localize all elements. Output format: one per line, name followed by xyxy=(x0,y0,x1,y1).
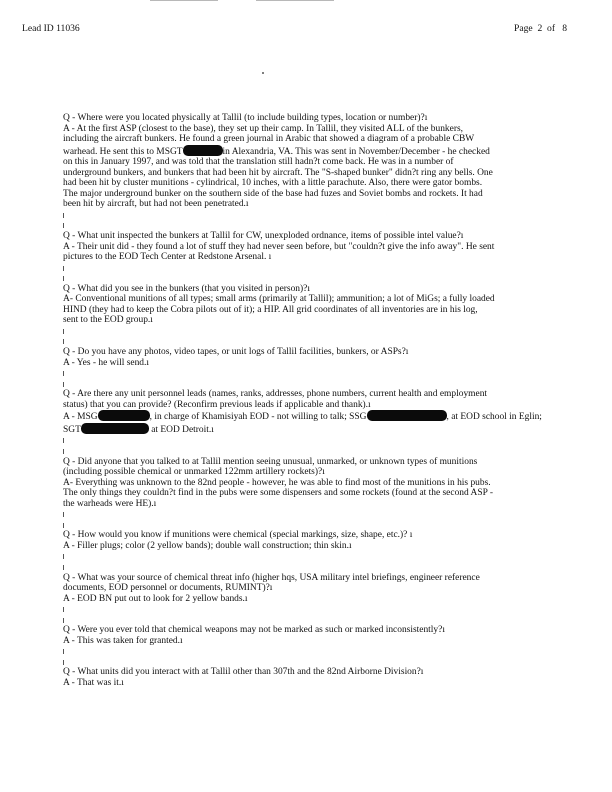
paragraph-mark xyxy=(63,604,598,615)
answer-1-line-4: on this in January 1997, and was told that the translation still hadn?t come back. He was in a number of xyxy=(63,157,454,168)
interview-body xyxy=(63,113,598,689)
scan-speck xyxy=(262,72,264,74)
redaction-block xyxy=(98,410,150,421)
paragraph-mark xyxy=(63,368,598,379)
answer-5-line-2 xyxy=(63,423,598,436)
paragraph-mark xyxy=(63,379,598,390)
answer-4-line-1: A - Yes - he will send.ı xyxy=(63,357,149,368)
answer-10-line-1: A - That was it.ı xyxy=(63,677,124,688)
question-3: Q - What did you see in the bunkers (that you visited in person)?ı xyxy=(63,283,310,294)
answer-7-line-1: A - Filler plugs; color (2 yellow bands); double wall construction; thin skin.ı xyxy=(63,540,352,551)
question-5-line-2: status) that you can provide? (Reconfirm previous leads if applicable and thank).ı xyxy=(63,399,371,410)
redaction-block xyxy=(81,423,149,434)
paragraph-mark xyxy=(63,336,598,347)
answer-1-line-2 xyxy=(63,134,598,145)
answer-5-text-d: SGT xyxy=(63,424,81,435)
paragraph-mark xyxy=(63,509,598,520)
paragraph-mark xyxy=(63,220,598,231)
answer-1-text: including the aircraft bunkers. He found a green journal in Arabic that showed a diagram of a probable CBW xyxy=(63,134,475,145)
answer-6-line-1: A- Everything was unknown to the 82nd people - however, he was able to find most of the munitions in his pubs. xyxy=(63,477,491,488)
paragraph-mark xyxy=(63,657,598,668)
answer-5-text-b: , in charge of Khamisiyah EOD - not willing to talk; SSG xyxy=(149,412,367,423)
answer-3-line-3: sent to the EOD group.ı xyxy=(63,315,153,326)
question-5-line-1: Q - Are there any unit personnel leads (names, ranks, addresses, phone numbers, current health and employment xyxy=(63,389,488,400)
redaction-block xyxy=(367,410,447,421)
page-number: Page 2 of 8 xyxy=(514,23,568,34)
answer-8-line-1: A - EOD BN put out to look for 2 yellow bands.ı xyxy=(63,593,248,604)
paragraph-mark xyxy=(63,615,598,626)
answer-5-line-1 xyxy=(63,410,598,423)
top-rule-left xyxy=(150,0,218,1)
answer-3-line-2: HIND (they had to keep the Cobra pilots out of it); a HIP. All grid coordinates of all inventories are in his log, xyxy=(63,304,478,315)
paragraph-mark xyxy=(63,326,598,337)
question-1: Q - Where were you located physically at Tallil (to include building types, location or number)?ı xyxy=(63,113,428,123)
paragraph-mark xyxy=(63,210,598,221)
question-8-line-2: documents, EOD personnel or documents, RUMINT)?ı xyxy=(63,583,273,594)
question-7: Q - How would you know if munitions were chemical (special markings, size, shape, etc.)? ı xyxy=(63,530,413,541)
answer-6-line-3: the warheads were HE).ı xyxy=(63,498,157,509)
paragraph-mark xyxy=(63,562,598,573)
redaction-block xyxy=(183,145,223,156)
top-rule-right xyxy=(256,0,334,1)
paragraph-mark xyxy=(63,435,598,446)
question-4: Q - Do you have any photos, video tapes, or unit logs of Tallil facilities, bunkers, or ASPs?ı xyxy=(63,347,409,358)
answer-1-text-a: warhead. He sent this to MSGT xyxy=(63,146,183,157)
answer-5-text-c: , at EOD school in Eglin; xyxy=(446,412,542,423)
question-6-line-1: Q - Did anyone that you talked to at Tallil mention seeing unusual, unmarked, or unknown types of munitions xyxy=(63,456,478,467)
paragraph-mark xyxy=(63,646,598,657)
answer-3-line-1: A- Conventional munitions of all types; small arms (primarily at Tallil); ammunition; a lot of MiGs; a fully loaded xyxy=(63,294,495,305)
answer-1-line-7: The major underground bunker on the southern side of the base had fuzes and Soviet bombs and rockets. It had xyxy=(63,188,483,199)
answer-1-line-1: A - At the first ASP (closest to the base), they set up their camp. In Tallil, they visited ALL of the bunkers, xyxy=(63,123,464,134)
paragraph-mark xyxy=(63,551,598,562)
lead-id: Lead ID 11036 xyxy=(22,23,80,34)
answer-1-line-3 xyxy=(63,145,598,158)
question-2: Q - What unit inspected the bunkers at Tallil for CW, unexploded ordnance, items of possible intel value?ı xyxy=(63,231,464,242)
question-9: Q - Were you ever told that chemical weapons may not be marked as such or marked inconsistently?ı xyxy=(63,625,445,636)
paragraph-mark xyxy=(63,273,598,284)
answer-1-line-8: been hit by aircraft, but had not been penetrated.ı xyxy=(63,199,249,210)
answer-2-line-1: A - Their unit did - they found a lot of stuff they had never seen before, but "couldn?t give the info away". He sent xyxy=(63,241,495,252)
answer-2-line-2: pictures to the EOD Tech Center at Redstone Arsenal. ı xyxy=(63,252,272,263)
answer-5-text-a: A - MSG xyxy=(63,412,98,423)
answer-5-text-e: at EOD Detroit.ı xyxy=(148,424,214,435)
paragraph-mark xyxy=(63,263,598,274)
paragraph-mark xyxy=(63,446,598,457)
question-6-line-2: (including possible chemical or unmarked 122mm artillery rockets)?ı xyxy=(63,467,325,478)
answer-1-line-6: had been hit by cluster munitions - cylindrical, 10 inches, with a little parachute. Also, there were gator bombs. xyxy=(63,178,483,189)
question-10: Q - What units did you interact with at Tallil other than 307th and the 82nd Airborne Division?ı xyxy=(63,667,424,678)
answer-1-line-5: underground bunkers, and bunkers that had been hit by aircraft. The "S-shaped bunker" didn?t ring any bells. One xyxy=(63,167,493,178)
paragraph-mark xyxy=(63,520,598,531)
answer-1-text-b: in Alexandria, VA. This was sent in November/December - he checked xyxy=(222,146,490,157)
answer-6-line-2: The only things they couldn?t find in the pubs were some dispensers and some rockets (found at the second ASP - xyxy=(63,488,494,499)
question-8-line-1: Q - What was your source of chemical threat info (higher hqs, USA military intel briefings, engineer reference xyxy=(63,572,480,583)
answer-9-line-1: A - This was taken for granted.ı xyxy=(63,635,183,646)
